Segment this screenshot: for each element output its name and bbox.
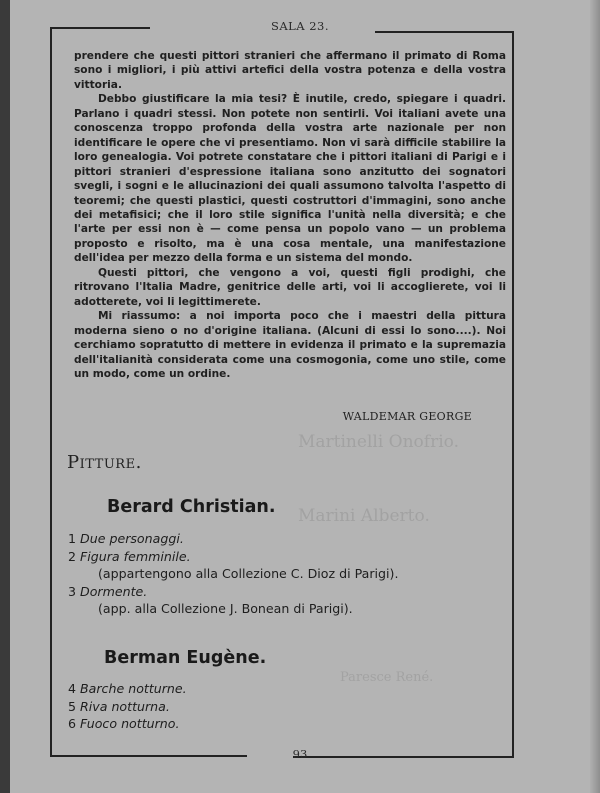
frame-left-rule: [50, 27, 52, 757]
book-binding-edge: [0, 0, 10, 793]
artwork-number: 5: [68, 698, 77, 714]
collection-note: (app. alla Collezione J. Bonean di Parigi).: [98, 601, 353, 616]
essay-paragraph: Debbo giustificare la mia tesi? È inutile, credo, spiegare i quadri. Parlano i quadri stessi. Non potete non sentirli. Voi italiani avete una conoscenza troppo profonda della vostra arte nazionale per non identificare le opere che vi presentiamo. Non vi sarà difficile stabilire la loro genealogia. Voi potrete constatare che i pittori italiani di Parigi e i pittori stranieri d'espressione italiana sono anzitutto dei sognatori svegli, i sogni e le allucinazioni dei quali assumono talvolta l'aspetto di teoremi; che questi plastici, questi costruttori d'immagini, sono anche dei metafisici; che il loro stile significa l'unità nella diversità; e che l'arte per essi non è — come pensa un popolo vano — un problema proposto e risolto, ma è una cosa mentale, una manifestazione dell'idea per mezzo della forma e un sistema del mondo.: [74, 93, 506, 265]
essay-text: [74, 49, 506, 381]
artwork-title: Due personaggi.: [80, 531, 184, 546]
collection-note: (appartengono alla Collezione C. Dioz di Parigi).: [98, 566, 399, 581]
artwork-title: Fuoco notturno.: [80, 716, 180, 731]
artwork-title: Dormente.: [80, 583, 148, 599]
artwork-number: 4: [68, 681, 77, 696]
essay-paragraph: Questi pittori, che vengono a voi, questi figli prodighi, che ritrovano l'Italia Madre, genitrice delle arti, voi li accoglierete, voi li adotterete, voi li legittimerete.: [74, 266, 506, 308]
artist-heading: Berard Christian.: [107, 497, 276, 517]
page-number: 93: [292, 747, 308, 761]
artwork-entry: [68, 583, 398, 601]
frame-right-rule: [512, 31, 514, 757]
artwork-entry: [68, 680, 187, 698]
artwork-list: [68, 680, 187, 733]
artwork-number: 6: [68, 716, 77, 731]
artwork-entry: [68, 530, 398, 548]
author-signature: WALDEMAR GEORGE: [342, 410, 472, 423]
artist-heading: Berman Eugène.: [104, 648, 267, 668]
artwork-title: Riva notturna.: [80, 698, 170, 714]
artwork-list: [68, 530, 398, 618]
artwork-entry: [68, 548, 398, 566]
artwork-number: 2: [68, 548, 77, 564]
artwork-number: 3: [68, 583, 77, 599]
section-title: Pitture.: [67, 452, 142, 473]
artwork-number: 1: [68, 531, 77, 546]
essay-paragraph: Mi riassumo: a noi importa poco che i maestri della pittura moderna sieno o no d'origine italiana. (Alcuni di essi lo sono....). Noi cerchiamo sopratutto di mettere in evidenza il primato e la supremazia dell'italianità considerata come una cosmogonia, come uno stile, come un modo, come un ordine.: [74, 310, 506, 380]
page-edge-shadow: [590, 0, 600, 793]
artwork-title: Figura femminile.: [80, 548, 191, 564]
essay-paragraph: prendere che questi pittori stranieri che affermano il primato di Roma sono i migliori, i più attivi artefici della vostra potenza e della vostra vittoria.: [74, 50, 506, 91]
artwork-title: Barche notturne.: [80, 681, 187, 696]
artwork-entry: [68, 715, 187, 733]
running-header: SALA 23.: [270, 19, 330, 33]
artwork-entry: [68, 698, 187, 716]
